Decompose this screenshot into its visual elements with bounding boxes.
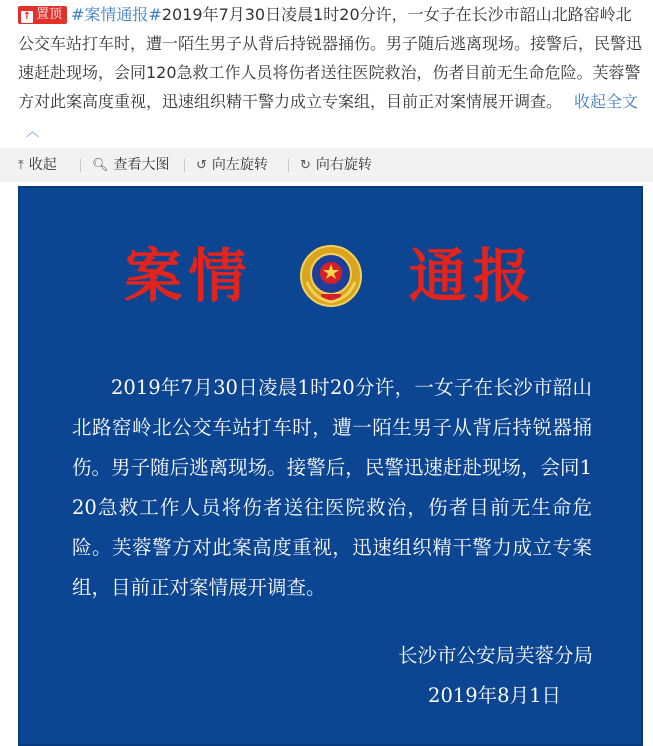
rotate-right-label: 向右旋转	[315, 157, 372, 173]
notice-signature: 长沙市公安局芙蓉分局	[397, 644, 593, 667]
pin-icon: ↑	[22, 11, 32, 22]
toolbar-divider	[80, 159, 81, 172]
toolbar-divider	[288, 159, 289, 172]
notice-title	[20, 236, 641, 311]
rotate-left-button[interactable]	[196, 148, 268, 182]
image-toolbar	[0, 148, 653, 182]
rotate-right-button[interactable]	[300, 148, 372, 182]
post-text	[18, 0, 646, 147]
notice-title-right: 通报	[408, 242, 537, 310]
notice-title-left: 案情	[124, 242, 253, 310]
police-emblem-icon	[299, 244, 363, 308]
search-icon: 🔍︎	[92, 158, 109, 173]
notice-image[interactable]	[18, 186, 643, 746]
view-large-button[interactable]	[92, 148, 170, 182]
pinned-label: 置顶	[36, 7, 63, 22]
notice-body: 2019年7月30日凌晨1时20分许，一女子在长沙市韶山北路窑岭北公交车站打车时，遭一陌生男子从背后持锐器捅伤。男子随后逃离现场。接警后，民警迅速赶赴现场，会同120急救工作人员将伤者送往医院救治，伤者目前无生命危险。芙蓉警方对此案高度重视，迅速组织精干警力成立专案组，目前正对案情展开调查。	[72, 376, 592, 599]
view-large-label: 查看大图	[113, 157, 170, 173]
collapse-text-label: 收起全文	[574, 92, 639, 111]
hashtag-link[interactable]: #案情通报#	[71, 5, 162, 24]
rotate-left-label: 向左旋转	[211, 157, 268, 173]
rotate-left-icon: ↺	[196, 158, 207, 173]
pinned-badge	[18, 6, 67, 24]
post-body: 2019年7月30日凌晨1时20分许，一女子在长沙市韶山北路窑岭北公交车站打车时，遭一陌生男子从背后持锐器捅伤。男子随后逃离现场。接警后，民警迅速赶赴现场，会同120急救工作人员将伤者送往医院救治，伤者目前无生命危险。芙蓉警方对此案高度重视，迅速组织精干警力成立专案组，目前正对案情展开调查。	[18, 5, 643, 111]
arrow-up-icon: ⤒	[18, 158, 24, 173]
rotate-right-icon: ↻	[300, 158, 311, 173]
notice-date: 2019年8月1日	[428, 684, 561, 707]
collapse-image-button[interactable]	[18, 148, 57, 182]
chevron-up-icon: ︿	[26, 125, 40, 140]
toolbar-divider	[184, 159, 185, 172]
collapse-label: 收起	[28, 157, 57, 173]
